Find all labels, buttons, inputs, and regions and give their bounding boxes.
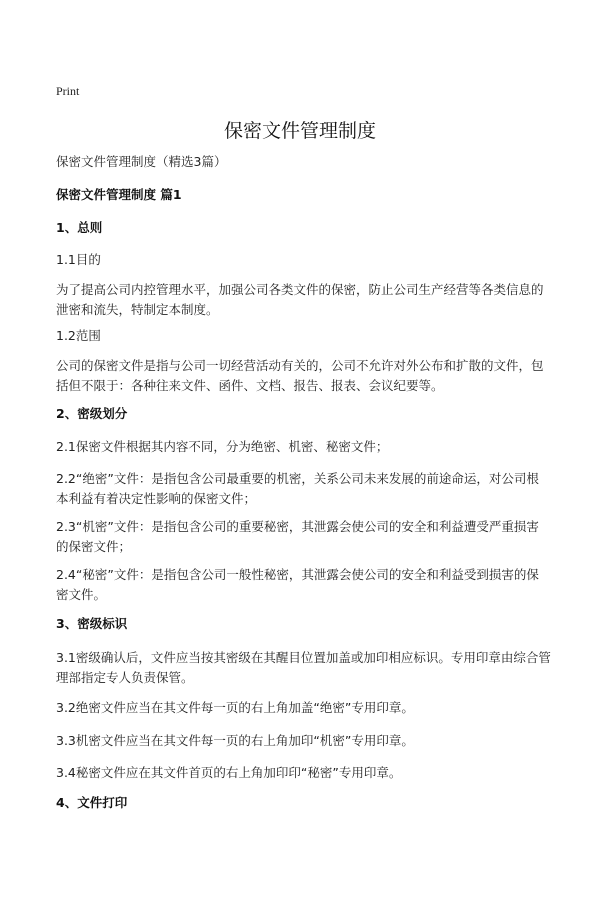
clause-1-1-label: 1.1目的	[56, 252, 101, 267]
document-title: 保密文件管理制度	[223, 120, 376, 142]
clause-2-2: 2.2“绝密”文件：是指包含公司最重要的机密，关系公司未来发展的前途命运，对公司根本利益有着决定性影响的保密文件；	[56, 471, 539, 506]
section-title: 保密文件管理制度 篇1	[56, 187, 182, 202]
clause-2-3: 2.3“机密”文件：是指包含公司的重要秘密，其泄露会使公司的安全和利益遭受严重损害的保密文件；	[56, 519, 539, 554]
clause-1-2-label: 1.2范围	[56, 328, 101, 343]
print-label: Print	[56, 84, 80, 98]
clause-2-4: 2.4“秘密”文件：是指包含公司一般性秘密，其泄露会使公司的安全和利益受到损害的保密文件。	[56, 567, 539, 602]
clause-3-1: 3.1密级确认后，文件应当按其密级在其醒目位置加盖或加印相应标识。专用印章由综合管理部指定专人负责保管。	[56, 650, 551, 685]
clause-3-3: 3.3机密文件应当在其文件每一页的右上角加印“机密”专用印章。	[56, 733, 414, 748]
clause-1-1-text: 为了提高公司内控管理水平，加强公司各类文件的保密，防止公司生产经营等各类信息的泄密和流失，特制定本制度。	[56, 282, 544, 317]
clause-3-2: 3.2绝密文件应当在其文件每一页的右上角加盖“绝密”专用印章。	[56, 700, 414, 715]
clause-1-2-text: 公司的保密文件是指与公司一切经营活动有关的，公司不允许对外公布和扩散的文件，包括但不限于：各种往来文件、函件、文档、报告、报表、会议纪要等。	[56, 358, 544, 393]
heading-classification: 2、密级划分	[56, 406, 128, 421]
clause-2-1: 2.1保密文件根据其内容不同，分为绝密、机密、秘密文件；	[56, 439, 389, 454]
document-subtitle: 保密文件管理制度（精选3篇）	[56, 154, 227, 169]
clause-3-4: 3.4秘密文件应在其文件首页的右上角加印印“秘密”专用印章。	[56, 765, 402, 780]
heading-marking: 3、密级标识	[56, 616, 128, 631]
heading-general: 1、总则	[56, 220, 103, 235]
heading-printing: 4、文件打印	[56, 795, 128, 810]
